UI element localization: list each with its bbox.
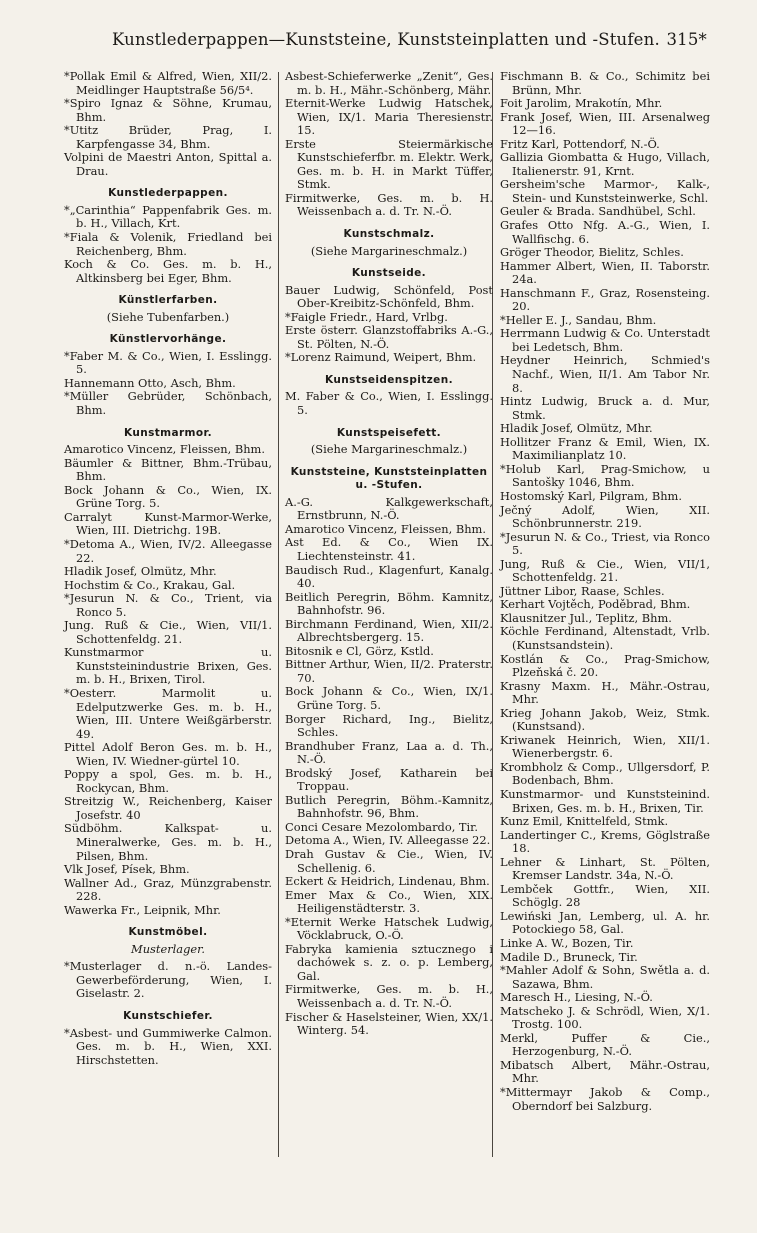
directory-entry: M. Faber & Co., Wien, I. Esslingg. 5. [285,389,493,418]
directory-entry: *Pollak Emil & Alfred, Wien, XII/2. Meidlinger Hauptstraße 56/5⁴. [64,69,272,97]
directory-entry: Merkl, Puffer & Cie., Herzogenburg, N.-Ö. [500,1030,710,1059]
directory-entry: Kunz Emil, Knittelfeld, Stmk. [500,814,669,829]
directory-entry: Amarotico Vincenz, Fleissen, Bhm. [64,442,265,457]
directory-entry: Frank Josef, Wien, III. Arsenalweg 12—16. [500,109,710,138]
section-heading: Kunstseidenspitzen. [325,373,453,386]
directory-entry: Hanschmann F., Graz, Rosensteing. 20. [500,285,710,314]
directory-entry: Geuler & Brada. Sandhübel, Schl. [500,204,696,219]
directory-entry: Eternit-Werke Ludwig Hatschek, Wien, IX/1. Maria Theresienstr. 15. [285,96,493,138]
directory-entry: Bock Johann & Co., Wien, IX. Grüne Torg. 5. [64,482,272,511]
directory-entry: Klausnitzer Jul., Teplitz, Bhm. [500,610,672,625]
directory-entry: Bitosnik e Cl, Görz, Kstld. [285,643,434,658]
directory-entry: *Jesurun N. & Co., Trient, via Ronco 5. [64,591,272,619]
directory-entry: *Faber M. & Co., Wien, I. Esslingg. 5. [64,348,272,377]
directory-entry: Hladik Josef, Olmütz, Mhr. [64,564,217,579]
directory-entry: *Fiala & Volenik, Friedland bei Reichenberg, Bhm. [64,230,272,258]
section-heading: Kunstmöbel. [128,926,208,939]
directory-entry: Bock Johann & Co., Wien, IX/1. Grüne Torg. 5. [285,684,493,712]
directory-entry: *Mittermayr Jakob & Comp., Oberndorf bei Salzburg. [500,1085,710,1113]
directory-entry: Erste Steiermärkische Kunstschieferfbr. m. Elektr. Werk, Ges. m. b. H. in Markt Tüffer, Stmk. [285,136,493,192]
directory-entry: Streitzig W., Reichenberg, Kaiser Josefstr. 40 [64,794,272,822]
directory-entry: Herrmann Ludwig & Co. Unterstadt bei Ledetsch, Bhm. [500,326,710,354]
column-1 [64,70,272,1067]
directory-entry: Brodský Josef, Katharein bei Troppau. [285,765,493,794]
directory-entry: Brandhuber Franz, Laa a. d. Th., N.-Ö. [285,738,493,767]
directory-entry: *Jesurun N. & Co., Triest, via Ronco 5. [500,529,710,558]
directory-entry: Bauer Ludwig, Schönfeld, Post Ober-Kreibitz-Schönfeld, Bhm. [285,282,493,311]
directory-entry: Kriwanek Heinrich, Wien, XII/1. Wienerbergstr. 6. [500,732,710,761]
cross-reference: (Siehe Tubenfarben.) [106,309,230,324]
directory-entry: Hochstim & Co., Krakau, Gal. [64,577,236,592]
directory-entry: Hladik Josef, Olmütz, Mhr. [500,421,653,436]
directory-entry: Detoma A., Wien, IV. Alleegasse 22. [285,833,491,848]
directory-entry: Foit Jarolim, Mrakotín, Mhr. [500,96,663,111]
directory-entry: *Eternit Werke Hatschek Ludwig, Vöcklabruck, O.-Ö. [285,914,493,943]
directory-entry: *Lorenz Raimund, Weipert, Bhm. [285,350,477,365]
directory-entry: Gallizia Giombatta & Hugo, Villach, Italienerstr. 91, Krnt. [500,150,710,178]
section-heading: Kunstmarmor. [123,426,212,439]
directory-entry: Gersheim'sche Marmor-, Kalk-, Stein- und Kunststeinwerke, Schl. [500,177,710,205]
directory-entry: Linke A. W., Bozen, Tir. [500,936,634,950]
directory-entry: Hintz Ludwig, Bruck a. d. Mur, Stmk. [500,394,710,422]
directory-entry: Gröger Theodor, Bielitz, Schles. [500,245,684,260]
directory-entry: Firmitwerke, Ges. m. b. H., Weissenbach a. d. Tr. N.-Ö. [285,982,493,1010]
cross-reference: (Siehe Margarineschmalz.) [310,442,468,457]
directory-entry: Jung. Ruß & Cie., Wien, VII/1. Schottenfeldg. 21. [64,618,272,646]
directory-entry: Fischer & Haselsteiner, Wien, XX/1. Winterg. 54. [285,1009,493,1038]
directory-entry: Ast Ed. & Co., Wien IX. Liechtensteinstr. 41. [285,535,493,563]
directory-entry: Wallner Ad., Graz, Münzgrabenstr. 228. [64,875,272,904]
directory-entry: Fabryka kamienia sztucznego i dachówek s. z. o. p. Lemberg, Gal. [285,941,493,983]
directory-entry: *Asbest- und Gummiwerke Calmon. Ges. m. b. H., Wien, XXI. Hirschstetten. [64,1025,272,1067]
section-heading: Kunstschmalz. [343,228,435,241]
directory-entry: *Utitz Brüder, Prag, I. Karpfengasse 34, Bhm. [64,123,272,151]
directory-entry: Köchle Ferdinand, Altenstadt, Vrlb. (Kunstsandstein). [500,624,710,652]
directory-entry: Hollitzer Franz & Emil, Wien, IX. Maximilianplatz 10. [500,434,710,463]
directory-entry: Borger Richard, Ing., Bielitz, Schles. [285,711,493,740]
directory-entry: *„Carinthia“ Pappenfabrik Ges. m. b. H., Villach, Krt. [64,202,272,231]
directory-entry: Lewiński Jan, Lemberg, ul. A. hr. Potockiego 58, Gal. [500,908,710,937]
section-heading: Kunstschiefer. [123,1010,213,1022]
directory-entry: Matscheko J. & Schrödl, Wien, X/1. Trostg. 100. [500,1003,710,1032]
directory-entry: Maresch H., Liesing, N.-Ö. [500,990,653,1005]
directory-entry: Mibatsch Albert, Mähr.-Ostrau, Mhr. [500,1057,710,1086]
directory-entry: Kostlán & Co., Prag-Smichow, Plzeňská č. 20. [500,651,710,680]
directory-entry: *Müller Gebrüder, Schönbach, Bhm. [64,389,272,418]
directory-entry: *Detoma A., Wien, IV/2. Alleegasse 22. [64,536,272,565]
page-header [60,30,707,58]
directory-entry: Baudisch Rud., Klagenfurt, Kanalg. 40. [285,562,493,591]
directory-entry: Emer Max & Co., Wien, XIX. Heiligenstädterstr. 3. [285,887,493,916]
section-heading: Kunstlederpappen. [108,187,228,200]
column-3 [500,70,710,1113]
section-heading: Künstlervorhänge. [109,333,227,346]
section-heading: Kunstspeisefett. [336,426,442,439]
directory-entry: Jung, Ruß & Cie., Wien, VII/1, Schottenfeldg. 21. [500,556,710,585]
directory-entry: Südböhm. Kalkspat- u. Mineralwerke, Ges. m. b. H., Pilsen, Bhm. [64,821,272,863]
directory-entry: *Oesterr. Marmolit u. Edelputzwerke Ges. m. b. H., Wien, III. Untere Weißgärberstr. 49. [64,685,272,741]
directory-entry: Firmitwerke, Ges. m. b. H. Weissenbach a. d. Tr. N.-Ö. [285,190,493,219]
directory-entry: Carralyt Kunst-Marmor-Werke, Wien, III. Dietrichg. 19B. [64,509,272,538]
directory-entry: *Spiro Ignaz & Söhne, Krumau, Bhm. [64,96,272,124]
cross-reference: (Siehe Margarineschmalz.) [310,243,468,258]
directory-entry: Kunstmarmor u. Kunststeinindustrie Brixen, Ges. m. b. H., Brixen, Tirol. [64,645,272,687]
directory-entry: Grafes Otto Nfg. A.-G., Wien, I. Wallfischg. 6. [500,218,710,246]
directory-entry: Asbest-Schieferwerke „Zenit“, Ges. m. b. H., Mähr.-Schönberg, Mähr. [285,69,493,97]
section-subheading: Musterlager. [131,941,205,956]
running-title: Kunstlederpappen—Kunststeine, Kunststeinplatten und -Stufen. [112,30,660,49]
directory-entry: Madile D., Bruneck, Tir. [500,949,638,964]
directory-entry: Vlk Josef, Písek, Bhm. [64,862,190,877]
directory-entry: A.-G. Kalkgewerkschaft, Ernstbrunn, N.-Ö. [285,494,493,523]
directory-entry: Ječný Adolf, Wien, XII. Schönbrunnerstr. 219. [500,502,710,531]
column-2 [285,70,493,1038]
directory-entry: Bäumler & Bittner, Bhm.-Trübau, Bhm. [64,455,272,484]
section-heading: Künstlerfarben. [118,294,218,307]
directory-entry: Kunstmarmor- und Kunststeinind. Brixen, Ges. m. b. H., Brixen, Tir. [500,786,710,815]
directory-entry: Fischmann B. & Co., Schimitz bei Brünn, Mhr. [500,69,710,97]
directory-entry: *Heller E. J., Sandau, Bhm. [500,312,657,327]
directory-entry: *Mahler Adolf & Sohn, Swětla a. d. Sazawa, Bhm. [500,963,710,991]
directory-entry: Lehner & Linhart, St. Pölten, Kremser Landstr. 34a, N.-Ö. [500,854,710,883]
directory-entry: Lembček Gottfr., Wien, XII. Schöglg. 28 [500,881,710,910]
section-heading: Kunstseide. [351,267,427,280]
directory-entry: Conci Cesare Mezolombardo, Tir. [285,819,478,834]
directory-entry: Hammer Albert, Wien, II. Taborstr. 24a. [500,258,710,287]
column-rule-left [278,72,279,1157]
directory-entry: Eckert & Heidrich, Lindenau, Bhm. [285,874,490,889]
directory-entry: Birchmann Ferdinand, Wien, XII/2. Albrechtsbergerg. 15. [285,616,493,645]
directory-entry: Landertinger C., Krems, Göglstraße 18. [500,827,710,856]
directory-entry: Beitlich Peregrin, Böhm. Kamnitz, Bahnhofstr. 96. [285,589,493,618]
directory-entry: Krasny Maxm. H., Mähr.-Ostrau, Mhr. [500,678,710,707]
section-heading: Kunststeine, Kunststeinplatten u. -Stufen. [290,465,488,492]
directory-entry: Krombholz & Comp., Ullgersdorf, P. Bodenbach, Bhm. [500,759,710,788]
directory-entry: Heydner Heinrich, Schmied's Nachf., Wien, II/1. Am Tabor Nr. 8. [500,353,710,395]
directory-entry: *Musterlager d. n.-ö. Landes-Gewerbeförderung, Wien, I. Giselastr. 2. [64,959,272,1001]
directory-entry: Jüttner Libor, Raase, Schles. [500,583,665,598]
directory-entry: Erste österr. Glanzstoffabriks A.-G., St. Pölten, N.-Ö. [285,323,493,351]
directory-entry: Hannemann Otto, Asch, Bhm. [64,375,236,390]
page-number: 315* [666,30,707,49]
directory-entry: Krieg Johann Jakob, Weiz, Stmk. (Kunstsand). [500,705,710,734]
directory-entry: Koch & Co. Ges. m. b. H., Altkinsberg bei Eger, Bhm. [64,257,272,285]
directory-entry: Poppy a spol, Ges. m. b. H., Rockycan, Bhm. [64,767,272,795]
directory-entry: Fritz Karl, Pottendorf, N.-Ö. [500,136,660,151]
directory-entry: Wawerka Fr., Leipnik, Mhr. [64,902,221,917]
directory-entry: Amarotico Vincenz, Fleissen, Bhm. [285,521,486,536]
directory-entry: Volpini de Maestri Anton, Spittal a. Drau. [64,150,272,178]
directory-entry: Hostomský Karl, Pilgram, Bhm. [500,488,682,503]
directory-entry: *Holub Karl, Prag-Smichow, u Santošky 1046, Bhm. [500,461,710,490]
directory-entry: *Faigle Friedr., Hard, Vrlbg. [285,309,448,324]
directory-entry: Butlich Peregrin, Böhm.-Kamnitz, Bahnhofstr. 96, Bhm. [285,792,493,821]
directory-entry: Drah Gustav & Cie., Wien, IV. Schellenig. 6. [285,846,493,875]
directory-entry: Bittner Arthur, Wien, II/2. Praterstr. 70. [285,657,493,685]
directory-entry: Pittel Adolf Beron Ges. m. b. H., Wien, IV. Wiedner-gürtel 10. [64,740,272,768]
directory-entry: Kerhart Vojtěch, Poděbrad, Bhm. [500,597,691,612]
